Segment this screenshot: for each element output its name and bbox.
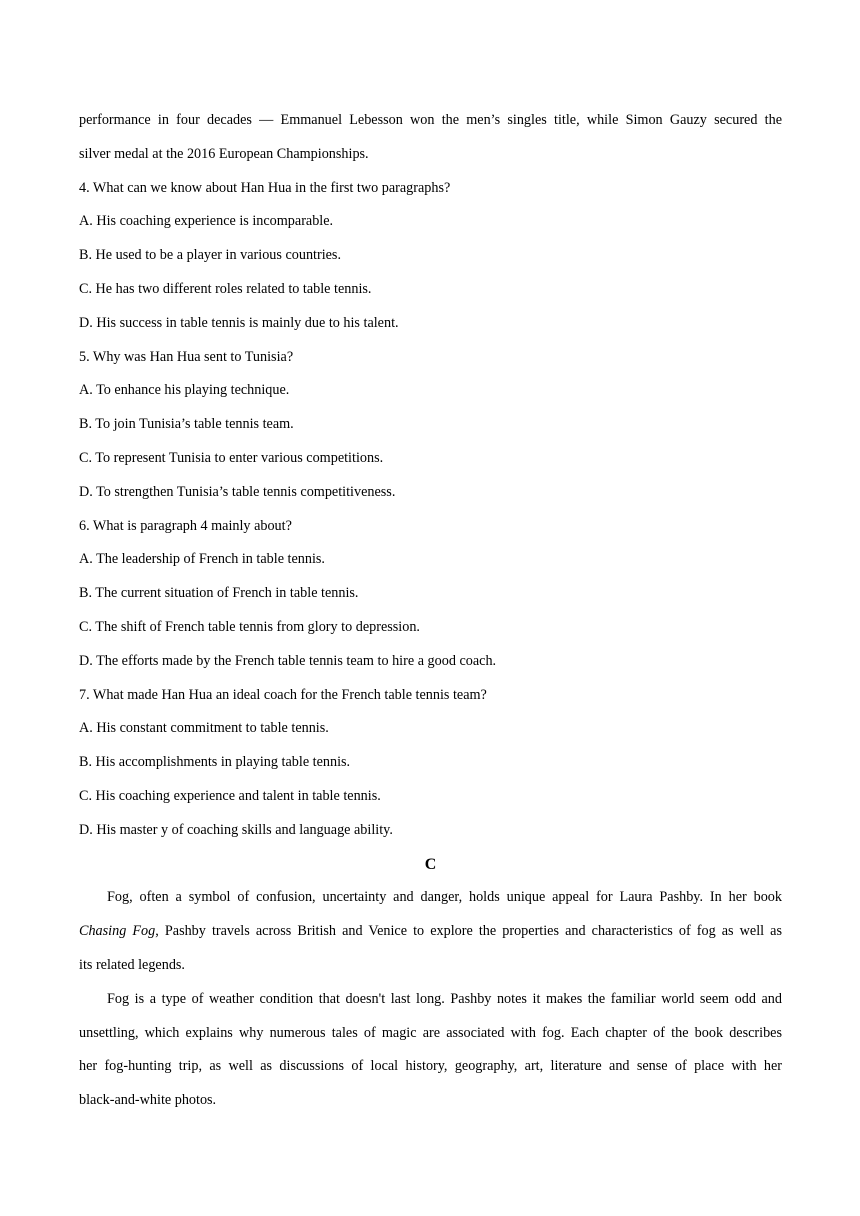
question-5: [79, 341, 782, 510]
passage-b-line-2: silver medal at the 2016 European Championships.: [79, 145, 369, 162]
section-c-p2-line-3: her fog-hunting trip, as well as discussions of local history, geography, art, literature and sense of place with her: [79, 1058, 782, 1075]
section-c-p1-line-2: [79, 915, 782, 949]
question-4-option-c: C. He has two different roles related to table tennis.: [79, 280, 372, 297]
question-7-option-b: B. His accomplishments in playing table tennis.: [79, 754, 351, 771]
passage-b-line-1: performance in four decades — Emmanuel Lebesson won the men’s singles title, while Simon Gauzy secured the: [79, 112, 782, 128]
question-5-stem: 5. Why was Han Hua sent to Tunisia?: [79, 348, 294, 365]
question-5-option-a: A. To enhance his playing technique.: [79, 382, 290, 399]
section-c-p1-line-3: its related legends.: [79, 956, 185, 973]
section-c-p2-line-2: unsettling, which explains why numerous tales of magic are associated with fog. Each chapter of the book describes: [79, 1024, 782, 1041]
question-4-option-a: A. His coaching experience is incomparable.: [79, 213, 334, 230]
section-c-p2-line-1: Fog is a type of weather condition that doesn't last long. Pashby notes it makes the familiar world seem odd and: [107, 990, 782, 1007]
question-6: [79, 510, 782, 679]
question-7: [79, 679, 782, 848]
question-7-option-a: A. His constant commitment to table tennis.: [79, 720, 329, 737]
question-5-option-d: D. To strengthen Tunisia’s table tennis competitiveness.: [79, 483, 396, 500]
question-4-stem: 4. What can we know about Han Hua in the first two paragraphs?: [79, 179, 451, 196]
question-7-option-c: C. His coaching experience and talent in table tennis.: [79, 787, 381, 804]
section-c-p1-line-2-rest: , Pashby travels across British and Venice to explore the properties and characteristics of fog as well as: [155, 923, 782, 940]
question-7-stem: 7. What made Han Hua an ideal coach for the French table tennis team?: [79, 686, 487, 703]
question-6-option-c: C. The shift of French table tennis from glory to depression.: [79, 618, 420, 635]
book-title: Chasing Fog: [79, 923, 156, 940]
question-6-stem: 6. What is paragraph 4 mainly about?: [79, 517, 292, 534]
question-7-option-d: D. His master y of coaching skills and language ability.: [79, 821, 393, 838]
question-6-option-d: D. The efforts made by the French table tennis team to hire a good coach.: [79, 652, 497, 669]
question-5-option-b: B. To join Tunisia’s table tennis team.: [79, 416, 294, 433]
section-c-paragraph-2: [79, 983, 782, 1118]
question-4: [79, 172, 782, 341]
section-c-p2-line-4: black-and-white photos.: [79, 1092, 217, 1109]
document-page: [79, 104, 782, 1118]
question-6-option-a: A. The leadership of French in table tennis.: [79, 551, 325, 568]
section-c-p1-line-1: Fog, often a symbol of confusion, uncertainty and danger, holds unique appeal for Laura Pashby. In her book: [107, 889, 782, 906]
question-6-option-b: B. The current situation of French in table tennis.: [79, 585, 359, 602]
question-4-option-d: D. His success in table tennis is mainly due to his talent.: [79, 314, 399, 331]
section-heading-c: C: [424, 855, 437, 873]
question-5-option-c: C. To represent Tunisia to enter various competitions.: [79, 449, 384, 466]
question-4-option-b: B. He used to be a player in various countries.: [79, 247, 342, 264]
section-c-paragraph-1: [79, 881, 782, 982]
